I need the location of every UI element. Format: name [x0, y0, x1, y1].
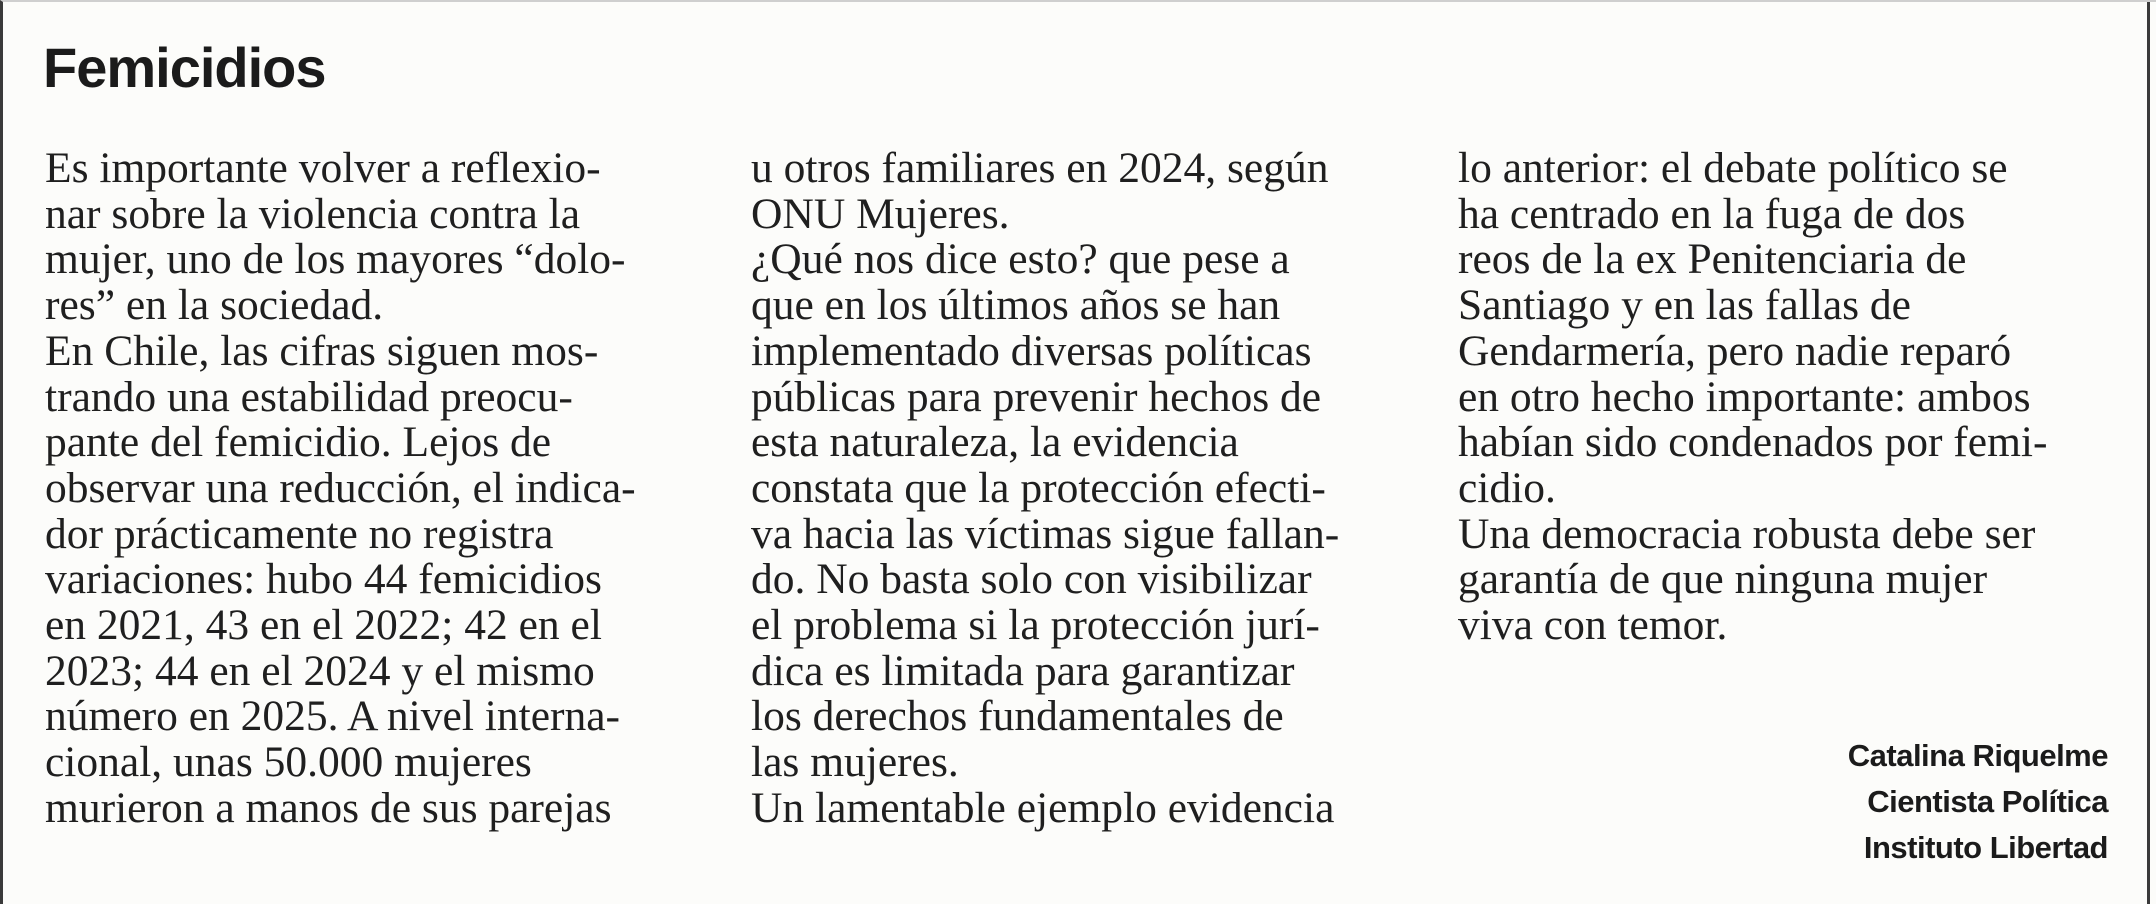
- text-line: públicas para prevenir hechos de: [751, 372, 1322, 421]
- text-line: número en 2025. A nivel interna-: [45, 692, 621, 741]
- author-role: Cientista Política: [1867, 784, 2108, 819]
- text-line: dica es limitada para garantizar: [751, 646, 1295, 695]
- text-line: va hacia las víctimas sigue fallan-: [751, 509, 1340, 558]
- text-line: implementado diversas políticas: [751, 326, 1312, 375]
- text-line: en 2021, 43 en el 2022; 42 en el: [45, 601, 602, 650]
- text-line: observar una reducción, el indica-: [45, 463, 636, 512]
- text-line: variaciones: hubo 44 femicidios: [45, 555, 602, 604]
- text-line: cional, unas 50.000 mujeres: [45, 738, 532, 787]
- text-line: Una democracia robusta debe ser: [1458, 509, 2036, 558]
- text-line: res” en la sociedad.: [45, 281, 384, 330]
- text-line: ONU Mujeres.: [751, 189, 1010, 238]
- text-line: Un lamentable ejemplo evidencia: [751, 783, 1335, 832]
- text-line: garantía de que ninguna mujer: [1458, 555, 1988, 604]
- text-line: los derechos fundamentales de: [751, 692, 1284, 741]
- text-line: En Chile, las cifras siguen mos-: [45, 326, 599, 375]
- article-column-2: [751, 146, 1431, 832]
- text-line: trando una estabilidad preocu-: [45, 372, 573, 421]
- text-line: Es importante volver a reflexio-: [45, 144, 601, 192]
- text-line: reos de la ex Penitenciaria de: [1458, 235, 1967, 284]
- text-line: lo anterior: el debate político se: [1458, 144, 2008, 192]
- text-line: murieron a manos de sus parejas: [45, 783, 612, 832]
- text-line: el problema si la protección jurí-: [751, 601, 1320, 650]
- text-line: Gendarmería, pero nadie reparó: [1458, 326, 2012, 375]
- text-line: que en los últimos años se han: [751, 281, 1281, 330]
- text-line: constata que la protección efecti-: [751, 463, 1326, 512]
- text-line: u otros familiares en 2024, según: [751, 144, 1329, 192]
- text-line: las mujeres.: [751, 738, 959, 787]
- text-line: ha centrado en la fuga de dos: [1458, 189, 1966, 238]
- article-title: Femicidios: [43, 36, 326, 99]
- text-line: habían sido condenados por femi-: [1458, 418, 2048, 467]
- text-line: viva con temor.: [1458, 601, 1728, 650]
- article-column-1: [45, 146, 725, 832]
- column-rule: [2147, 2, 2150, 904]
- text-line: Santiago y en las fallas de: [1458, 281, 1911, 330]
- text-line: cidio.: [1458, 463, 1556, 512]
- author-organization: Instituto Libertad: [1863, 830, 2108, 865]
- text-line: 2023; 44 en el 2024 y el mismo: [45, 646, 595, 695]
- author-byline: [1848, 733, 2108, 871]
- text-line: esta naturaleza, la evidencia: [751, 418, 1239, 467]
- article-column-3: [1458, 146, 2138, 649]
- text-line: nar sobre la violencia contra la: [45, 189, 581, 238]
- text-line: dor prácticamente no registra: [45, 509, 554, 558]
- text-line: mujer, uno de los mayores “dolo-: [45, 235, 626, 284]
- author-name: Catalina Riquelme: [1847, 738, 2108, 773]
- text-line: en otro hecho importante: ambos: [1458, 372, 2031, 421]
- text-line: ¿Qué nos dice esto? que pese a: [751, 235, 1290, 284]
- text-line: do. No basta solo con visibilizar: [751, 555, 1312, 604]
- text-line: pante del femicidio. Lejos de: [45, 418, 552, 467]
